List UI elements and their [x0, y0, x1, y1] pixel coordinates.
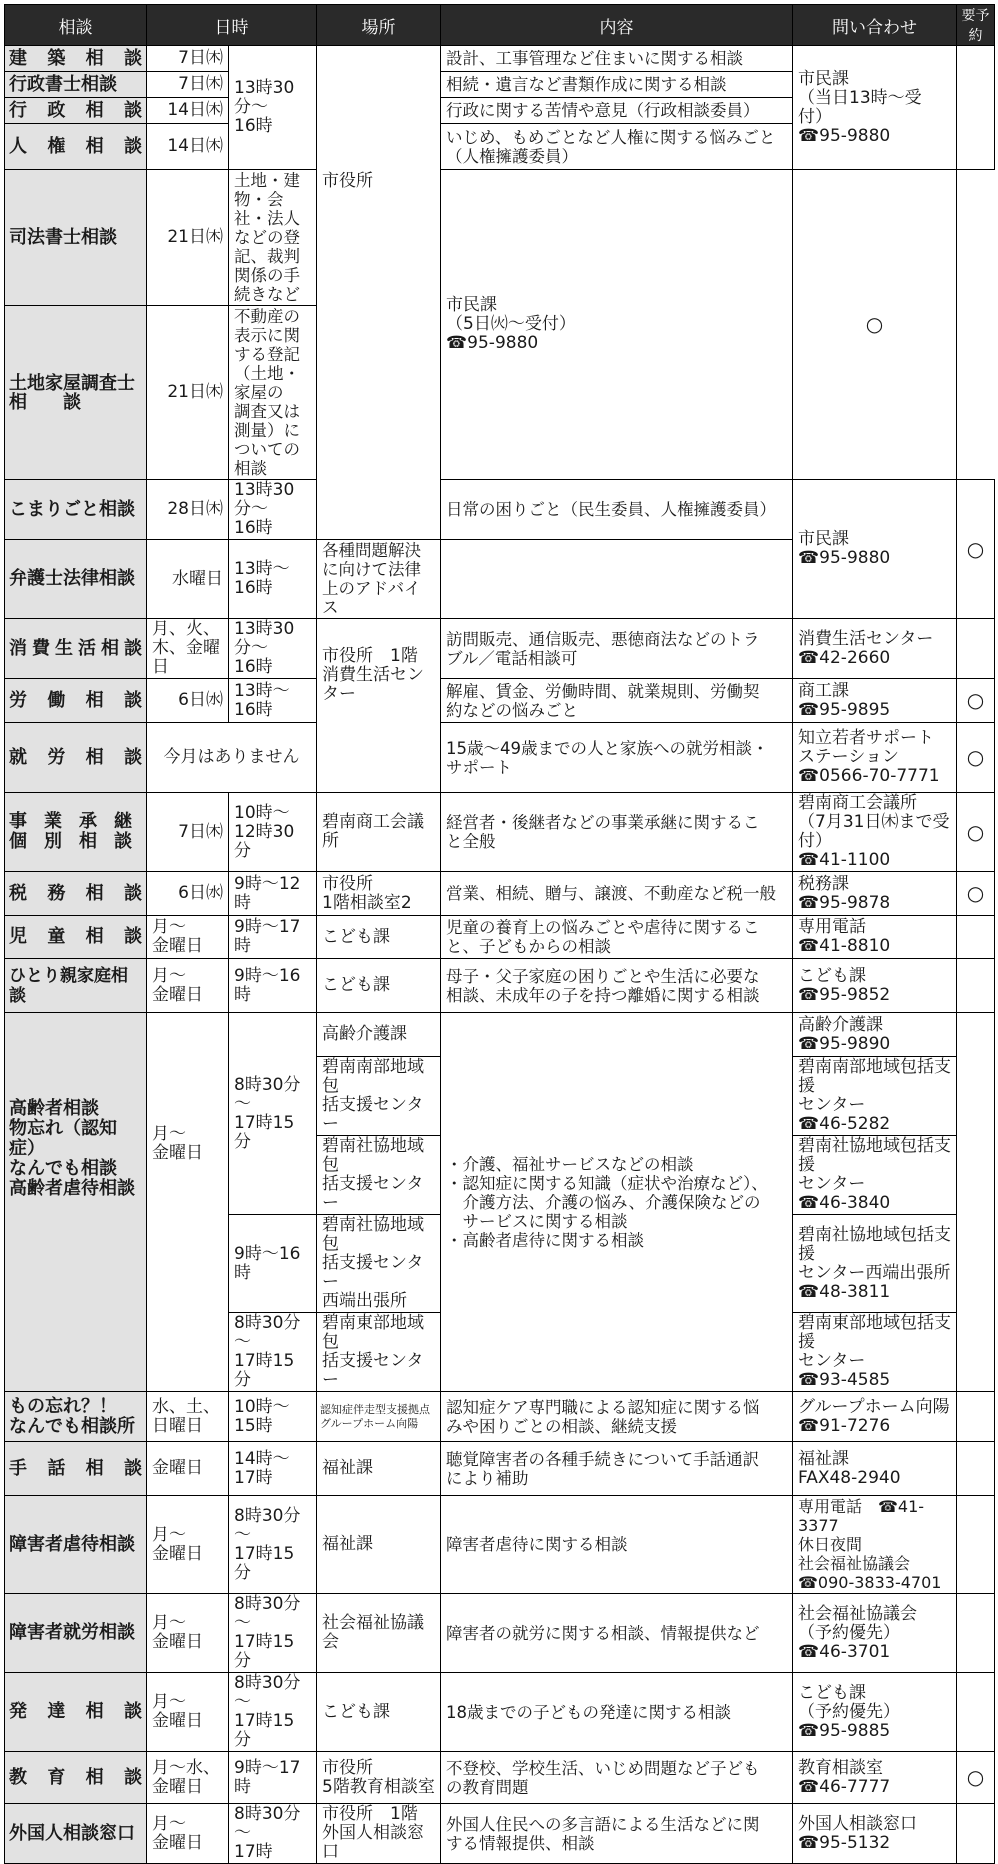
consultation-name: 発 達 相 談 [5, 1673, 147, 1752]
consultation-place: 市役所 1階 消費生活センター [317, 619, 441, 793]
consultation-date: 月、火、 木、金曜日 [147, 619, 229, 679]
table-header-row [5, 5, 995, 46]
consultation-time: 8時30分～ 17時 [229, 1804, 317, 1864]
consultation-time: 8時30分～ 17時15分 [229, 1594, 317, 1673]
consultation-date: 21日㈭ [147, 306, 229, 480]
table-row [5, 1496, 995, 1594]
consultation-date: 月～水、 金曜日 [147, 1752, 229, 1804]
consultation-name: 税 務 相 談 [5, 872, 147, 916]
consultation-date: 6日㈬ [147, 679, 229, 723]
consultation-date: 28日㈭ [147, 480, 229, 540]
consultation-date: 水、土、 日曜日 [147, 1392, 229, 1442]
table-row [5, 1013, 995, 1057]
consultation-date: 14日㈭ [147, 124, 229, 170]
contact-info: 市民課 ☎95-9880 [793, 480, 957, 619]
reservation-mark [957, 916, 995, 959]
consultation-content: 解雇、賃金、労働時間、就業規則、労働契 約などの悩みごと [441, 679, 793, 723]
reservation-mark [957, 1496, 995, 1594]
header-place: 場所 [317, 5, 441, 46]
consultation-name: 障害者虐待相談 [5, 1496, 147, 1594]
consultation-date: 月～ 金曜日 [147, 1013, 229, 1392]
reservation-mark [957, 1013, 995, 1392]
header-consultation: 相談 [5, 5, 147, 46]
consultation-place: 碧南社協地域包 括支援センター [317, 1136, 441, 1215]
consultation-content: 経営者・後継者などの事業承継に関するこ と全般 [441, 793, 793, 872]
consultation-content: 各種問題解決に向けて法律上のアドバイス [317, 540, 441, 619]
consultation-place: こども課 [317, 959, 441, 1013]
consultation-name: 人 権 相 談 [5, 124, 147, 170]
consultation-date: 7日㈭ [147, 46, 229, 72]
consultation-date: 月～ 金曜日 [147, 916, 229, 959]
consultation-content: 15歳～49歳までの人と家族への就労相談・ サポート [441, 723, 793, 793]
consultation-time: 9時～16時 [229, 1215, 317, 1313]
reservation-mark: ○ [957, 793, 995, 872]
contact-info: 社会福祉協議会 （予約優先） ☎46-3701 [793, 1594, 957, 1673]
contact-info: 福祉課 FAX48-2940 [793, 1442, 957, 1496]
consultation-name: 労 働 相 談 [5, 679, 147, 723]
contact-info: 高齢介護課 ☎95-9890 [793, 1013, 957, 1057]
reservation-mark: ○ [957, 1752, 995, 1804]
reservation-mark [957, 1392, 995, 1442]
table-row [5, 170, 995, 306]
consultation-place: 福祉課 [317, 1442, 441, 1496]
consultation-name: 行政書士相談 [5, 72, 147, 98]
header-reservation: 要予約 [957, 5, 995, 46]
consultation-content: いじめ、もめごとなど人権に関する悩みごと （人権擁護委員） [441, 124, 793, 170]
consultation-content: 18歳までの子どもの発達に関する相談 [441, 1673, 793, 1752]
consultation-content: ・介護、福祉サービスなどの相談 ・認知症に関する知識（症状や治療など）、 介護方法、介護の悩み、介護保険などの サービスに関する相談 ・高齢者虐待に関する相談 [441, 1013, 793, 1392]
consultation-date: 7日㈭ [147, 793, 229, 872]
table-row [5, 1804, 995, 1864]
reservation-mark [957, 46, 995, 170]
consultation-time: 8時30分～ 17時15分 [229, 1313, 317, 1392]
table-row [5, 679, 995, 723]
consultation-table [4, 4, 995, 1864]
consultation-content: 行政に関する苦情や意見（行政相談委員） [441, 98, 793, 124]
consultation-name: 土地家屋調査士相 談 [5, 306, 147, 480]
consultation-time: 13時30分～ 16時 [229, 46, 317, 170]
header-content: 内容 [441, 5, 793, 46]
consultation-date: 6日㈬ [147, 872, 229, 916]
consultation-content: 相続・遺言など書類作成に関する相談 [441, 72, 793, 98]
reservation-mark [957, 1673, 995, 1752]
consultation-date: 月～ 金曜日 [147, 1673, 229, 1752]
reservation-mark [957, 1804, 995, 1864]
reservation-mark: ○ [957, 679, 995, 723]
table-row [5, 793, 995, 872]
consultation-place: 福祉課 [317, 1496, 441, 1594]
consultation-date: 今月はありません [147, 723, 317, 793]
consultation-name: 手 話 相 談 [5, 1442, 147, 1496]
table-row [5, 916, 995, 959]
contact-info: こども課 ☎95-9852 [793, 959, 957, 1013]
consultation-date: 水曜日 [147, 540, 229, 619]
contact-info: 知立若者サポート ステーション ☎0566-70-7771 [793, 723, 957, 793]
reservation-mark [957, 959, 995, 1013]
contact-info: 市民課 （当日13時～受付） ☎95-9880 [793, 46, 957, 170]
consultation-time: 13時～16時 [229, 540, 317, 619]
consultation-place: 市役所 1階 外国人相談窓口 [317, 1804, 441, 1864]
table-row [5, 480, 995, 540]
contact-info: 碧南商工会議所 （7月31日㈭まで受付） ☎41-1100 [793, 793, 957, 872]
consultation-name: 行 政 相 談 [5, 98, 147, 124]
consultation-time: 10時～ 12時30分 [229, 793, 317, 872]
consultation-content: 外国人住民への多言語による生活などに関 する情報提供、相談 [441, 1804, 793, 1864]
contact-info: 市民課 （5日㈫～受付） ☎95-9880 [441, 170, 793, 480]
consultation-date: 14日㈭ [147, 98, 229, 124]
consultation-time: 10時～15時 [229, 1392, 317, 1442]
consultation-place: 碧南東部地域包 括支援センター [317, 1313, 441, 1392]
consultation-date: 7日㈭ [147, 72, 229, 98]
consultation-content: 母子・父子家庭の困りごとや生活に必要な 相談、未成年の子を持つ離婚に関する相談 [441, 959, 793, 1013]
reservation-mark: ○ [793, 170, 957, 480]
reservation-mark [957, 1442, 995, 1496]
consultation-content: 児童の養育上の悩みごとや虐待に関するこ と、子どもからの相談 [441, 916, 793, 959]
consultation-time: 9時～12時 [229, 872, 317, 916]
header-datetime: 日時 [147, 5, 317, 46]
table-row [5, 1594, 995, 1673]
table-row [5, 959, 995, 1013]
consultation-name: もの忘れ？！ なんでも相談所 [5, 1392, 147, 1442]
consultation-content: 土地・建物・会社・法人などの登記、裁判 関係の手続きなど [229, 170, 317, 306]
consultation-content: 聴覚障害者の各種手続きについて手話通訳 により補助 [441, 1442, 793, 1496]
consultation-time: 9時～16時 [229, 959, 317, 1013]
reservation-mark: ○ [957, 480, 995, 619]
consultation-name: ひとり親家庭相談 [5, 959, 147, 1013]
contact-info: 消費生活センター ☎42-2660 [793, 619, 957, 679]
table-row [5, 1752, 995, 1804]
contact-info: グループホーム向陽 ☎91-7276 [793, 1392, 957, 1442]
consultation-time: 8時30分～ 17時15分 [229, 1673, 317, 1752]
consultation-date: 月～ 金曜日 [147, 1594, 229, 1673]
consultation-name: 高齢者相談 物忘れ（認知症） なんでも相談 高齢者虐待相談 [5, 1013, 147, 1392]
consultation-content: 障害者虐待に関する相談 [441, 1496, 793, 1594]
consultation-name: 消費生活相談 [5, 619, 147, 679]
contact-info: 商工課 ☎95-9895 [793, 679, 957, 723]
consultation-name: 弁護士法律相談 [5, 540, 147, 619]
contact-info: 外国人相談窓口 ☎95-5132 [793, 1804, 957, 1864]
contact-info: 碧南東部地域包括支援 センター ☎93-4585 [793, 1313, 957, 1392]
consultation-place: 認知症伴走型支援拠点 グループホーム向陽 [317, 1392, 441, 1442]
consultation-time: 13時30分～ 16時 [229, 480, 317, 540]
consultation-name: 障害者就労相談 [5, 1594, 147, 1673]
consultation-name: 教 育 相 談 [5, 1752, 147, 1804]
table-row [5, 1442, 995, 1496]
consultation-place: 碧南商工会議所 [317, 793, 441, 872]
consultation-place: 市役所 5階教育相談室 [317, 1752, 441, 1804]
contact-info: 教育相談室 ☎46-7777 [793, 1752, 957, 1804]
reservation-mark [957, 619, 995, 679]
consultation-time: 8時30分～ 17時15分 [229, 1013, 317, 1215]
contact-info: こども課 （予約優先） ☎95-9885 [793, 1673, 957, 1752]
consultation-place: 市役所 1階相談室2 [317, 872, 441, 916]
reservation-mark: ○ [957, 723, 995, 793]
contact-info: 税務課 ☎95-9878 [793, 872, 957, 916]
consultation-place: 碧南社協地域包 括支援センター 西端出張所 [317, 1215, 441, 1313]
consultation-name: 事業承継 個別相談 [5, 793, 147, 872]
consultation-content: 日常の困りごと（民生委員、人権擁護委員） [441, 480, 793, 540]
consultation-time: 13時～16時 [229, 679, 317, 723]
consultation-time: 14時～17時 [229, 1442, 317, 1496]
consultation-time: 9時～17時 [229, 916, 317, 959]
contact-info: 碧南南部地域包括支援 センター ☎46-5282 [793, 1057, 957, 1136]
consultation-name: 児 童 相 談 [5, 916, 147, 959]
consultation-content: 設計、工事管理など住まいに関する相談 [441, 46, 793, 72]
consultation-place: こども課 [317, 1673, 441, 1752]
consultation-date: 月～ 金曜日 [147, 1496, 229, 1594]
consultation-name: 建 築 相 談 [5, 46, 147, 72]
consultation-name: 就 労 相 談 [5, 723, 147, 793]
table-row [5, 1673, 995, 1752]
consultation-content: 営業、相続、贈与、譲渡、不動産など税一般 [441, 872, 793, 916]
consultation-place: こども課 [317, 916, 441, 959]
consultation-content: 不動産の表示に関する登記（土地・家屋の 調査又は測量）についての相談 [229, 306, 317, 480]
table-row [5, 723, 995, 793]
consultation-date: 月～ 金曜日 [147, 959, 229, 1013]
consultation-content: 訪問販売、通信販売、悪徳商法などのトラ ブル／電話相談可 [441, 619, 793, 679]
consultation-place: 社会福祉協議会 [317, 1594, 441, 1673]
contact-info: 専用電話 ☎41-3377 休日夜間 社会福祉協議会 ☎090-3833-4701 [793, 1496, 957, 1594]
reservation-mark: ○ [957, 872, 995, 916]
table-row [5, 46, 995, 72]
table-row [5, 619, 995, 679]
consultation-date: 月～ 金曜日 [147, 1804, 229, 1864]
consultation-name: 外国人相談窓口 [5, 1804, 147, 1864]
consultation-place: 市役所 [317, 46, 441, 540]
consultation-time: 8時30分～ 17時15分 [229, 1496, 317, 1594]
reservation-mark [957, 1594, 995, 1673]
consultation-name: 司法書士相談 [5, 170, 147, 306]
consultation-content: 障害者の就労に関する相談、情報提供など [441, 1594, 793, 1673]
consultation-content: 不登校、学校生活、いじめ問題など子ども の教育問題 [441, 1752, 793, 1804]
consultation-time: 9時～17時 [229, 1752, 317, 1804]
consultation-name: こまりごと相談 [5, 480, 147, 540]
consultation-date: 金曜日 [147, 1442, 229, 1496]
contact-info: 碧南社協地域包括支援 センター ☎46-3840 [793, 1136, 957, 1215]
contact-info: 専用電話 ☎41-8810 [793, 916, 957, 959]
table-row [5, 1392, 995, 1442]
consultation-time: 13時30分～ 16時 [229, 619, 317, 679]
consultation-content: 認知症ケア専門職による認知症に関する悩 みや困りごとの相談、継続支援 [441, 1392, 793, 1442]
table-row [5, 872, 995, 916]
header-contact: 問い合わせ [793, 5, 957, 46]
contact-info: 碧南社協地域包括支援 センター西端出張所 ☎48-3811 [793, 1215, 957, 1313]
consultation-place: 碧南南部地域包 括支援センター [317, 1057, 441, 1136]
consultation-date: 21日㈭ [147, 170, 229, 306]
consultation-place: 高齢介護課 [317, 1013, 441, 1057]
